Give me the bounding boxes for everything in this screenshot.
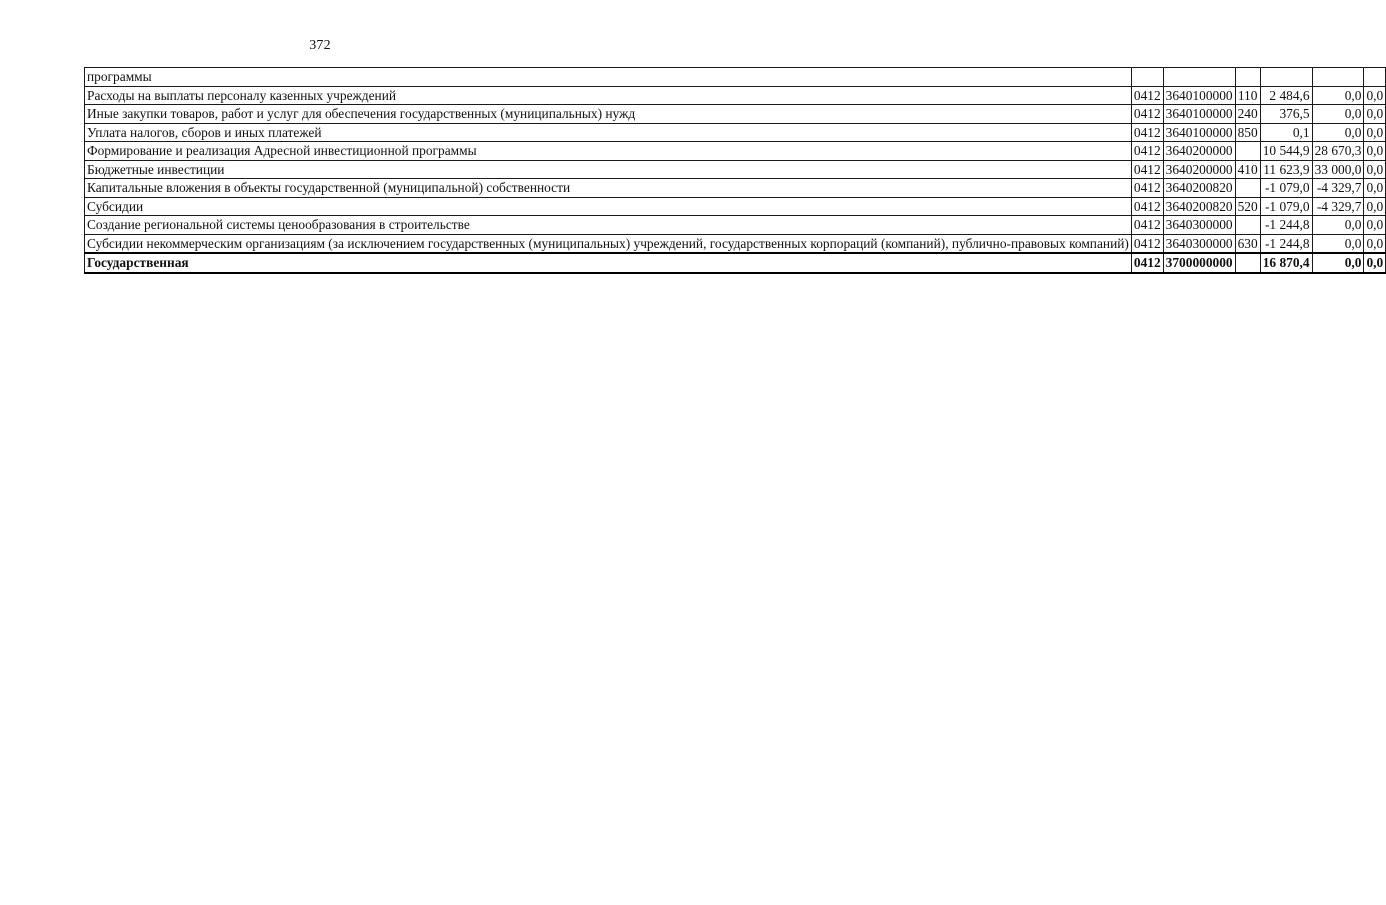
row-amount-3-cell: 0,0 — [1364, 160, 1386, 179]
row-target-code-cell: 3640200820 — [1163, 197, 1235, 216]
row-section-cell: 0412 — [1131, 142, 1163, 161]
row-amount-3-cell: 0,0 — [1364, 216, 1386, 235]
row-amount-2-cell: 0,0 — [1312, 216, 1364, 235]
row-section-cell: 0412 — [1131, 197, 1163, 216]
table-row — [85, 160, 1386, 179]
row-amount-1-cell: -1 244,8 — [1260, 234, 1312, 253]
row-target-code-cell: 3640200820 — [1163, 179, 1235, 198]
row-amount-2-cell: -4 329,7 — [1312, 179, 1364, 198]
row-target-code-cell: 3640100000 — [1163, 86, 1235, 105]
row-expense-type-cell — [1235, 179, 1260, 198]
row-amount-1-cell: -1 244,8 — [1260, 216, 1312, 235]
budget-table-body — [85, 68, 1386, 273]
row-amount-3-cell: 0,0 — [1364, 253, 1386, 273]
row-expense-type-cell: 850 — [1235, 123, 1260, 142]
table-row — [85, 68, 1386, 87]
row-expense-type-cell — [1235, 216, 1260, 235]
page-number: 372 — [309, 38, 331, 53]
row-expense-type-cell: 630 — [1235, 234, 1260, 253]
row-expense-type-cell: 240 — [1235, 105, 1260, 124]
row-amount-1-cell: -1 079,0 — [1260, 179, 1312, 198]
row-amount-2-cell: 0,0 — [1312, 234, 1364, 253]
row-section-cell: 0412 — [1131, 216, 1163, 235]
row-target-code-cell — [1163, 68, 1235, 87]
row-amount-1-cell — [1260, 68, 1312, 87]
row-expense-type-cell — [1235, 68, 1260, 87]
budget-table — [84, 67, 1386, 274]
row-name-cell: Создание региональной системы ценообразования в строительстве — [85, 216, 1132, 235]
row-target-code-cell: 3640200000 — [1163, 142, 1235, 161]
row-name-cell: Субсидии — [85, 197, 1132, 216]
row-section-cell: 0412 — [1131, 234, 1163, 253]
row-expense-type-cell: 520 — [1235, 197, 1260, 216]
row-amount-3-cell: 0,0 — [1364, 123, 1386, 142]
row-target-code-cell: 3640100000 — [1163, 123, 1235, 142]
row-amount-3-cell: 0,0 — [1364, 179, 1386, 198]
row-section-cell: 0412 — [1131, 160, 1163, 179]
row-section-cell — [1131, 68, 1163, 87]
row-amount-1-cell: 0,1 — [1260, 123, 1312, 142]
row-amount-2-cell: 0,0 — [1312, 86, 1364, 105]
row-amount-2-cell: 0,0 — [1312, 123, 1364, 142]
row-section-cell: 0412 — [1131, 86, 1163, 105]
row-amount-3-cell — [1364, 68, 1386, 87]
row-name-cell: Государственная — [85, 253, 1132, 273]
row-name-cell: Уплата налогов, сборов и иных платежей — [85, 123, 1132, 142]
row-amount-2-cell: 28 670,3 — [1312, 142, 1364, 161]
row-name-cell: Расходы на выплаты персоналу казенных учреждений — [85, 86, 1132, 105]
row-name-cell: Субсидии некоммерческим организациям (за исключением государственных (муниципальных) учреждений, государственных корпораций (компаний), публично-правовых компаний) — [85, 234, 1132, 253]
table-row — [85, 123, 1386, 142]
row-expense-type-cell: 410 — [1235, 160, 1260, 179]
row-target-code-cell: 3640300000 — [1163, 216, 1235, 235]
row-amount-2-cell: 33 000,0 — [1312, 160, 1364, 179]
row-amount-3-cell: 0,0 — [1364, 234, 1386, 253]
row-amount-2-cell — [1312, 68, 1364, 87]
row-target-code-cell: 3640200000 — [1163, 160, 1235, 179]
row-amount-3-cell: 0,0 — [1364, 86, 1386, 105]
row-expense-type-cell: 110 — [1235, 86, 1260, 105]
row-amount-1-cell: 10 544,9 — [1260, 142, 1312, 161]
row-amount-1-cell: -1 079,0 — [1260, 197, 1312, 216]
row-amount-3-cell: 0,0 — [1364, 105, 1386, 124]
row-amount-2-cell: 0,0 — [1312, 253, 1364, 273]
row-section-cell: 0412 — [1131, 179, 1163, 198]
row-section-cell: 0412 — [1131, 105, 1163, 124]
table-row — [85, 197, 1386, 216]
row-amount-1-cell: 11 623,9 — [1260, 160, 1312, 179]
row-name-cell: программы — [85, 68, 1132, 87]
row-expense-type-cell — [1235, 253, 1260, 273]
row-amount-3-cell: 0,0 — [1364, 197, 1386, 216]
row-target-code-cell: 3640100000 — [1163, 105, 1235, 124]
row-amount-2-cell: 0,0 — [1312, 105, 1364, 124]
row-amount-2-cell: -4 329,7 — [1312, 197, 1364, 216]
row-name-cell: Иные закупки товаров, работ и услуг для обеспечения государственных (муниципальных) нужд — [85, 105, 1132, 124]
table-row — [85, 179, 1386, 198]
row-section-cell: 0412 — [1131, 123, 1163, 142]
row-target-code-cell: 3640300000 — [1163, 234, 1235, 253]
row-name-cell: Формирование и реализация Адресной инвестиционной программы — [85, 142, 1132, 161]
table-row — [85, 253, 1386, 273]
table-row — [85, 86, 1386, 105]
row-expense-type-cell — [1235, 142, 1260, 161]
row-amount-1-cell: 16 870,4 — [1260, 253, 1312, 273]
row-name-cell: Бюджетные инвестиции — [85, 160, 1132, 179]
row-amount-3-cell: 0,0 — [1364, 142, 1386, 161]
row-amount-1-cell: 2 484,6 — [1260, 86, 1312, 105]
row-amount-1-cell: 376,5 — [1260, 105, 1312, 124]
table-row — [85, 142, 1386, 161]
table-row — [85, 234, 1386, 253]
row-target-code-cell: 3700000000 — [1163, 253, 1235, 273]
row-section-cell: 0412 — [1131, 253, 1163, 273]
table-row — [85, 216, 1386, 235]
row-name-cell: Капитальные вложения в объекты государственной (муниципальной) собственности — [85, 179, 1132, 198]
table-row — [85, 105, 1386, 124]
